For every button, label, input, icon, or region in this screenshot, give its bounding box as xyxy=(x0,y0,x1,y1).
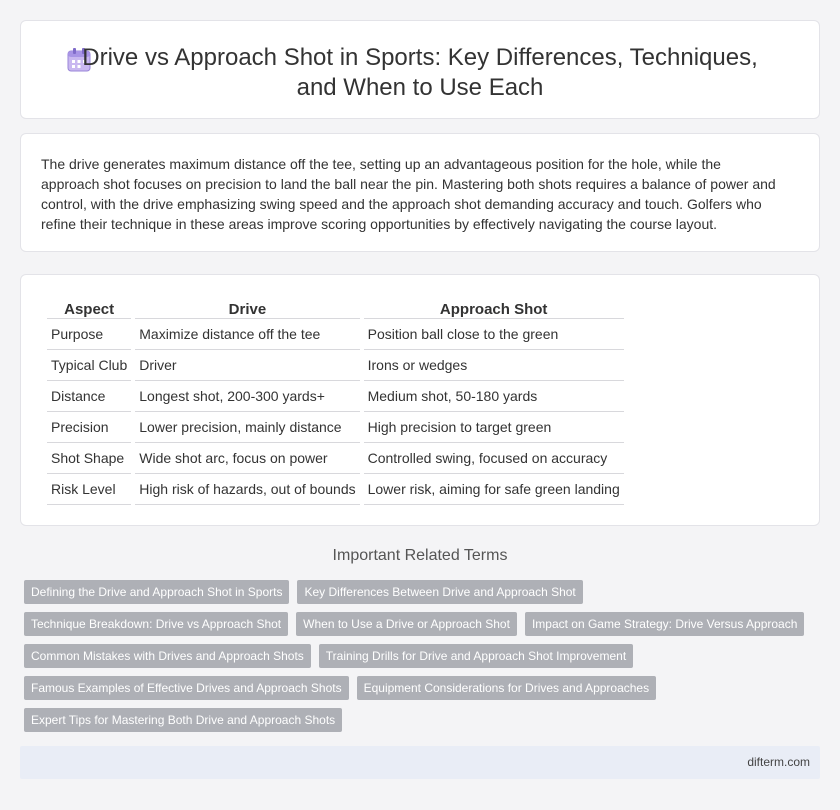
intro-paragraph xyxy=(41,154,803,234)
comparison-card xyxy=(20,274,820,526)
page-title-line-1: Drive vs Approach Shot in Sports: Key Differences, Techniques, xyxy=(82,44,758,71)
cell-drive: Driver xyxy=(135,350,359,381)
page-title xyxy=(21,43,819,103)
comparison-table xyxy=(43,297,628,505)
related-term-link[interactable]: When to Use a Drive or Approach Shot xyxy=(296,612,517,636)
related-term-link[interactable]: Training Drills for Drive and Approach Shot Improvement xyxy=(319,644,633,668)
cell-approach: Lower risk, aiming for safe green landing xyxy=(364,474,624,505)
cell-approach: Position ball close to the green xyxy=(364,319,624,350)
site-name[interactable]: difterm.com xyxy=(747,755,810,769)
intro-line: refine their technique in these areas improve scoring opportunities by effectively navigating the course layout. xyxy=(41,216,718,232)
cell-drive: Longest shot, 200-300 yards+ xyxy=(135,381,359,412)
related-terms-list xyxy=(24,580,804,740)
related-term-link[interactable]: Equipment Considerations for Drives and Approaches xyxy=(357,676,657,700)
table-row xyxy=(47,319,624,350)
cell-aspect: Precision xyxy=(47,412,131,443)
header-aspect: Aspect xyxy=(47,297,131,319)
related-term-link[interactable]: Technique Breakdown: Drive vs Approach Shot xyxy=(24,612,288,636)
cell-drive: High risk of hazards, out of bounds xyxy=(135,474,359,505)
related-term-link[interactable]: Common Mistakes with Drives and Approach Shots xyxy=(24,644,311,668)
intro-line: The drive generates maximum distance off the tee, setting up an advantageous position for the hole, while the xyxy=(41,156,721,172)
cell-aspect: Distance xyxy=(47,381,131,412)
table-row xyxy=(47,443,624,474)
cell-aspect: Typical Club xyxy=(47,350,131,381)
cell-drive: Lower precision, mainly distance xyxy=(135,412,359,443)
related-terms-heading: Important Related Terms xyxy=(332,547,508,564)
table-row xyxy=(47,474,624,505)
table-header-row xyxy=(47,297,624,319)
cell-aspect: Purpose xyxy=(47,319,131,350)
related-term-link[interactable]: Key Differences Between Drive and Approach Shot xyxy=(297,580,582,604)
header-card xyxy=(20,20,820,119)
intro-line: approach shot focuses on precision to land the ball near the pin. Mastering both shots requires a balance of power and xyxy=(41,176,776,192)
header-approach-shot: Approach Shot xyxy=(364,297,624,319)
cell-approach: Medium shot, 50-180 yards xyxy=(364,381,624,412)
cell-approach: Controlled swing, focused on accuracy xyxy=(364,443,624,474)
cell-drive: Wide shot arc, focus on power xyxy=(135,443,359,474)
cell-aspect: Risk Level xyxy=(47,474,131,505)
related-term-link[interactable]: Famous Examples of Effective Drives and Approach Shots xyxy=(24,676,349,700)
table-row xyxy=(47,350,624,381)
header-drive: Drive xyxy=(135,297,359,319)
related-term-link[interactable]: Expert Tips for Mastering Both Drive and Approach Shots xyxy=(24,708,342,732)
cell-approach: High precision to target green xyxy=(364,412,624,443)
related-term-link[interactable]: Impact on Game Strategy: Drive Versus Approach xyxy=(525,612,804,636)
related-term-link[interactable]: Defining the Drive and Approach Shot in Sports xyxy=(24,580,289,604)
table-row xyxy=(47,412,624,443)
cell-aspect: Shot Shape xyxy=(47,443,131,474)
cell-drive: Maximize distance off the tee xyxy=(135,319,359,350)
intro-line: control, with the drive emphasizing swing speed and the approach shot demanding accuracy and touch. Golfers who xyxy=(41,196,762,212)
table-row xyxy=(47,381,624,412)
footer-bar xyxy=(20,746,820,779)
page-title-line-2: and When to Use Each xyxy=(296,74,544,101)
cell-approach: Irons or wedges xyxy=(364,350,624,381)
intro-card xyxy=(20,133,820,252)
